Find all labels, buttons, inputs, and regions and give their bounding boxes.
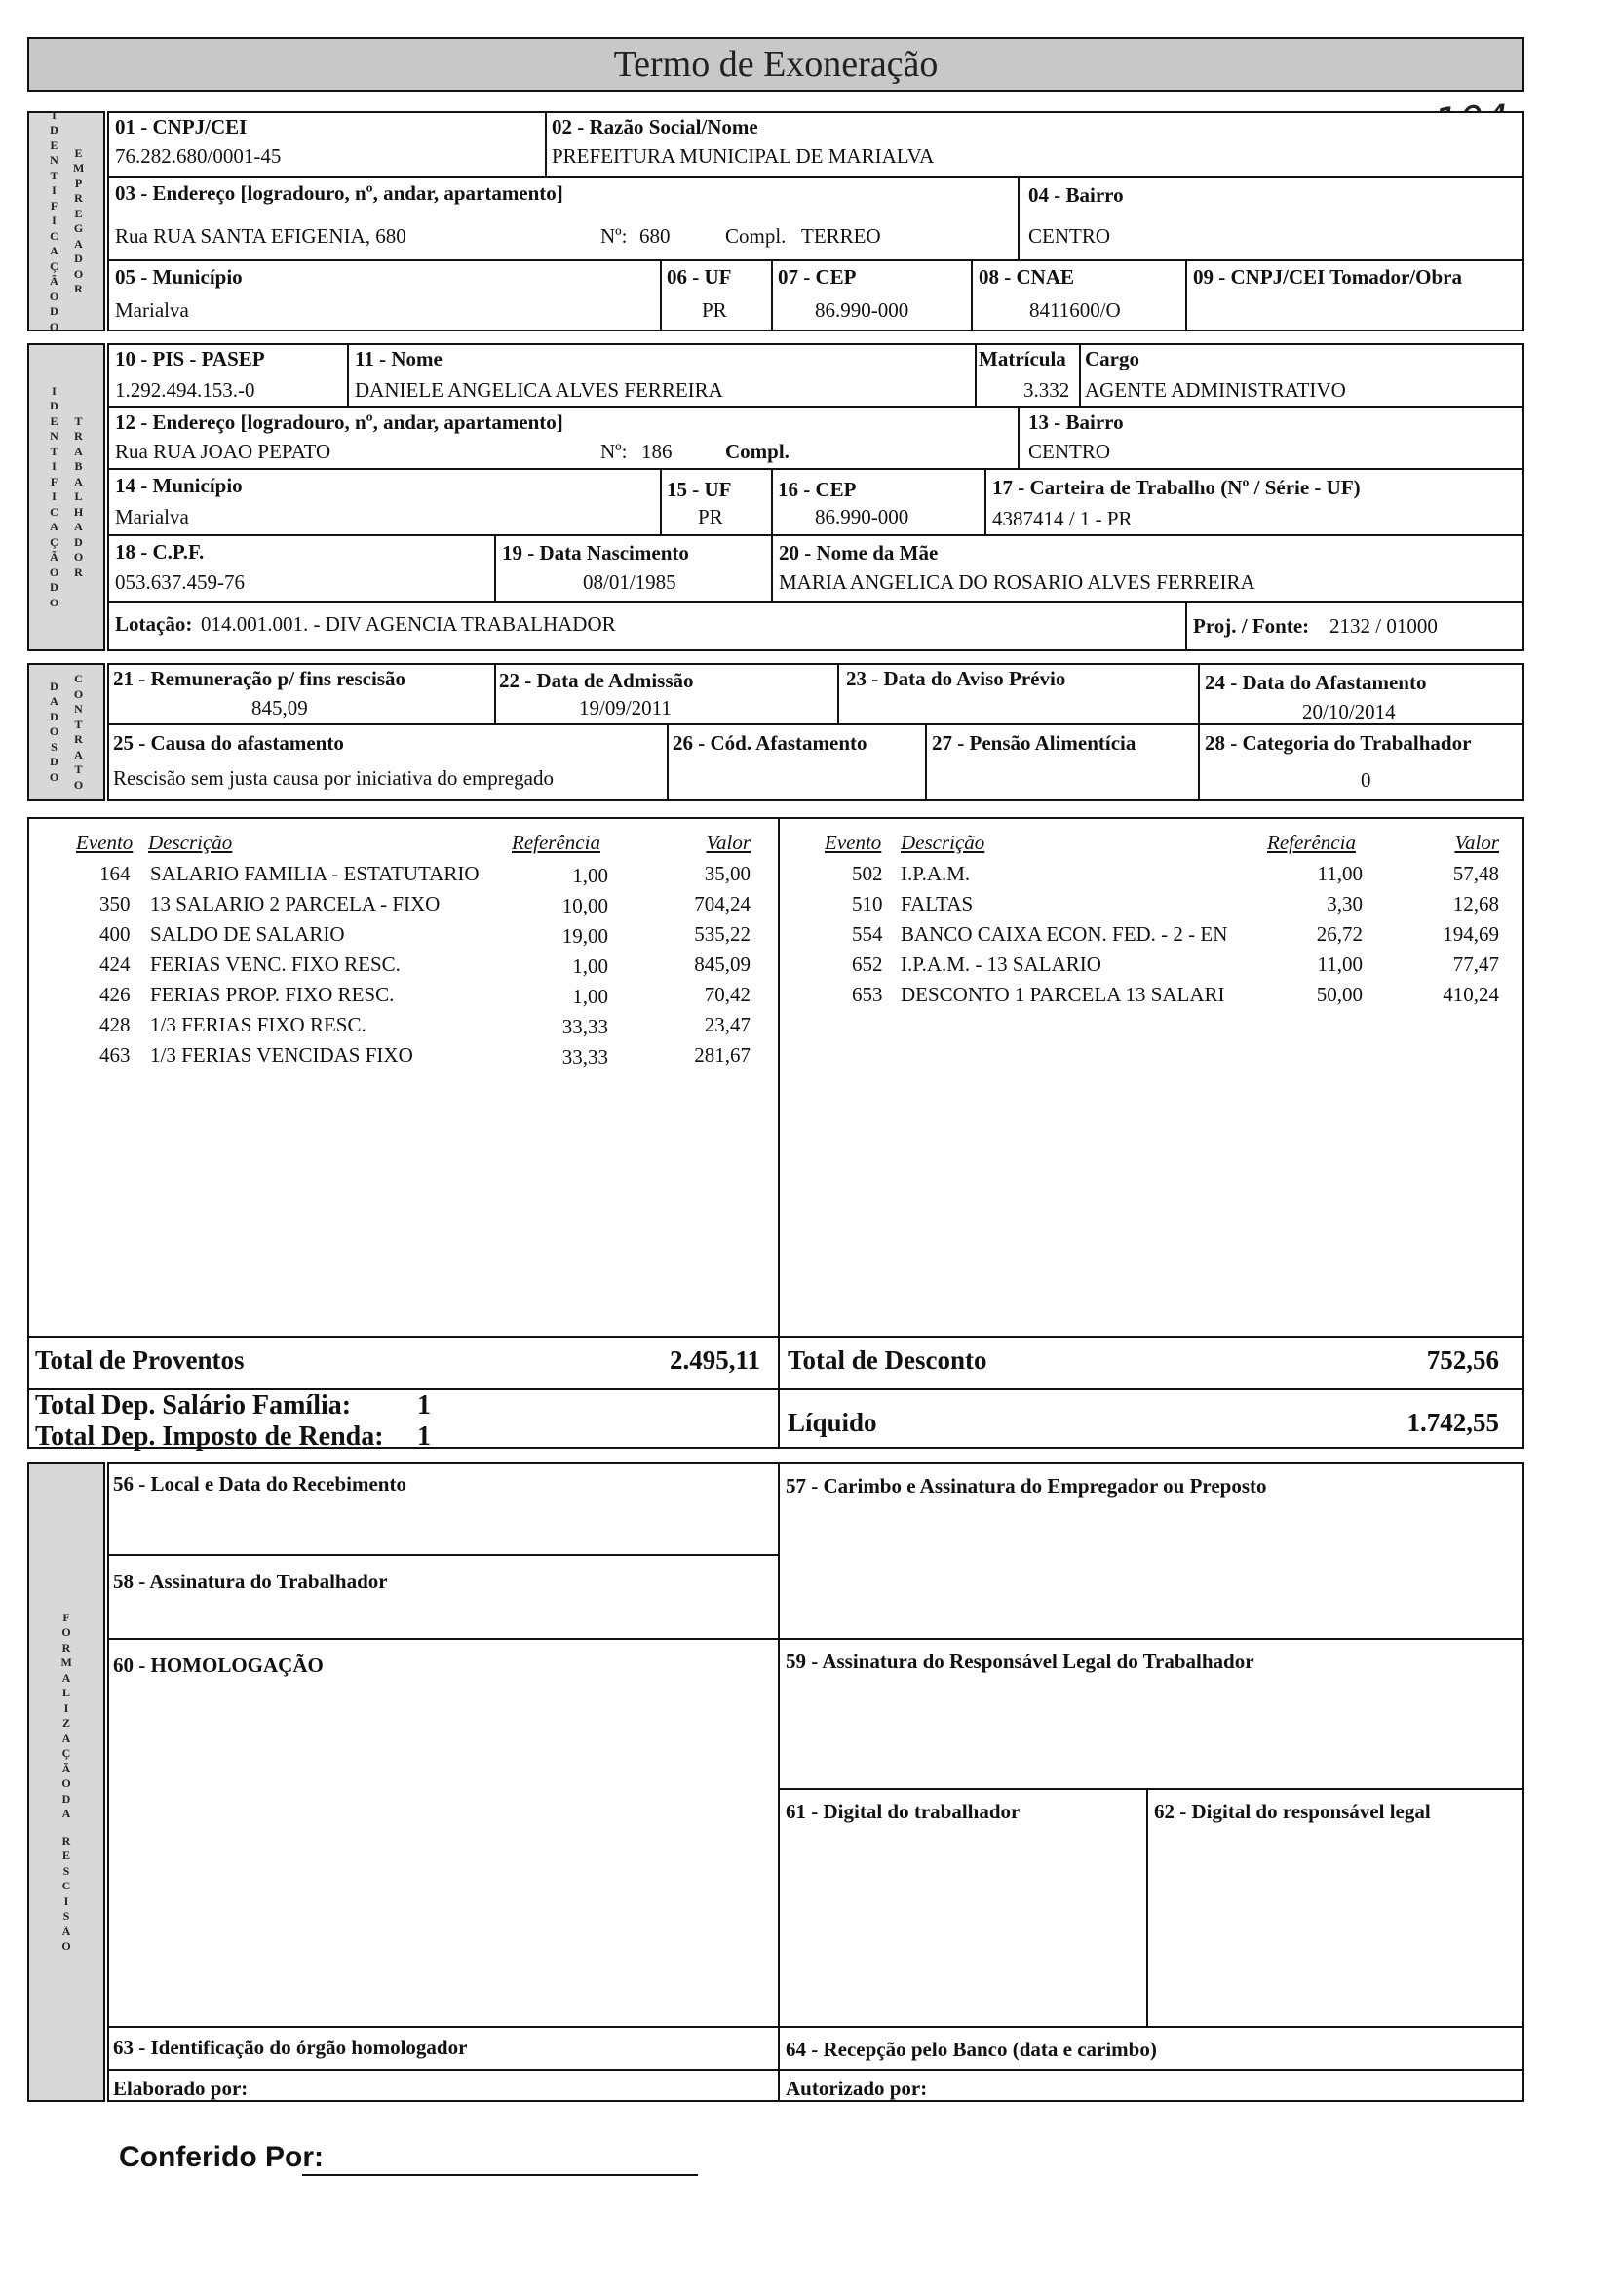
- f20-label: 20 - Nome da Mãe: [779, 541, 939, 564]
- f23-label: 23 - Data do Aviso Prévio: [846, 667, 1066, 690]
- provento-row-5-descricao: FERIAS PROP. FIXO RESC.: [150, 983, 395, 1006]
- f04-label: 04 - Bairro: [1028, 183, 1124, 207]
- desconto-row-2-referencia: 3,30: [1327, 892, 1363, 915]
- provento-row-2-valor: 704,24: [694, 892, 751, 915]
- liquido-label: Líquido: [788, 1408, 877, 1437]
- header-referencia-right: Referência: [1267, 831, 1356, 854]
- f02-label: 02 - Razão Social/Nome: [552, 115, 758, 138]
- total-desconto-label: Total de Desconto: [788, 1345, 987, 1375]
- f25-label: 25 - Causa do afastamento: [113, 731, 344, 755]
- f24-label: 24 - Data do Afastamento: [1205, 671, 1427, 694]
- provento-row-4-evento: 424: [99, 953, 131, 976]
- employer-side-label: IDENTIFICAÇÃO DO EMPREGADOR: [27, 111, 105, 331]
- f08-value: 8411600/O: [1029, 298, 1121, 322]
- f21-value: 845,09: [251, 696, 308, 720]
- desconto-row-5-descricao: DESCONTO 1 PARCELA 13 SALARI: [901, 983, 1225, 1006]
- f16-label: 16 - CEP: [778, 478, 857, 501]
- f03-label: 03 - Endereço [logradouro, nº, andar, apartamento]: [115, 181, 563, 205]
- worker-side-label: IDENTIFICAÇÃO DO TRABALHADOR: [27, 343, 105, 651]
- f14-label: 14 - Município: [115, 474, 243, 497]
- provento-row-3-valor: 535,22: [694, 922, 751, 946]
- f28-label: 28 - Categoria do Trabalhador: [1205, 731, 1472, 755]
- desconto-row-1-descricao: I.P.A.M.: [901, 862, 971, 885]
- f12-value: Rua RUA JOAO PEPATO: [115, 440, 331, 463]
- provento-row-7-referencia: 33,33: [561, 1045, 608, 1069]
- f63-label: 63 - Identificação do órgão homologador: [113, 2036, 468, 2059]
- f26-label: 26 - Cód. Afastamento: [673, 731, 867, 755]
- header-referencia-left: Referência: [512, 831, 600, 854]
- f15-value: PR: [698, 505, 723, 528]
- provento-row-3-referencia: 19,00: [561, 924, 608, 948]
- f18-value: 053.637.459-76: [115, 570, 245, 594]
- lotacao-value: 014.001.001. - DIV AGENCIA TRABALHADOR: [201, 612, 616, 636]
- desconto-row-5-referencia: 50,00: [1316, 983, 1363, 1006]
- f17-value: 4387414 / 1 - PR: [992, 507, 1133, 530]
- autorizado-label: Autorizado por:: [786, 2077, 928, 2100]
- provento-row-6-evento: 428: [99, 1013, 131, 1036]
- provento-row-1-referencia: 1,00: [572, 864, 608, 887]
- f02-value: PREFEITURA MUNICIPAL DE MARIALVA: [552, 144, 935, 168]
- header-descricao-left: Descrição: [148, 831, 233, 854]
- total-dep-salario-label: Total Dep. Salário Família:: [35, 1390, 352, 1420]
- matricula-label: Matrícula: [979, 347, 1066, 370]
- f10-label: 10 - PIS - PASEP: [115, 347, 265, 370]
- provento-row-1-valor: 35,00: [704, 862, 751, 885]
- provento-row-7-descricao: 1/3 FERIAS VENCIDAS FIXO: [150, 1043, 413, 1067]
- total-proventos-value: 2.495,11: [669, 1345, 760, 1375]
- f03-value: Rua RUA SANTA EFIGENIA, 680: [115, 224, 406, 248]
- f56-label: 56 - Local e Data do Recebimento: [113, 1472, 406, 1496]
- provento-row-5-valor: 70,42: [704, 983, 751, 1006]
- proj-label: Proj. / Fonte:: [1193, 614, 1310, 638]
- f12-num-label: Nº:: [600, 440, 628, 463]
- f01-label: 01 - CNPJ/CEI: [115, 115, 248, 138]
- f25-value: Rescisão sem justa causa por iniciativa do empregado: [113, 766, 554, 790]
- total-dep-salario-value: 1: [417, 1390, 431, 1420]
- f13-label: 13 - Bairro: [1028, 410, 1124, 434]
- cargo-label: Cargo: [1085, 347, 1139, 370]
- conferido-signature-line: [302, 2174, 698, 2176]
- f27-label: 27 - Pensão Alimentícia: [932, 731, 1136, 755]
- page-title: Termo de Exoneração: [613, 44, 939, 85]
- cargo-value: AGENTE ADMINISTRATIVO: [1085, 378, 1346, 402]
- header-valor-right: Valor: [1454, 831, 1499, 854]
- provento-row-2-referencia: 10,00: [561, 894, 608, 917]
- provento-row-3-descricao: SALDO DE SALARIO: [150, 922, 345, 946]
- provento-row-7-valor: 281,67: [694, 1043, 751, 1067]
- f12-num: 186: [641, 440, 673, 463]
- f21-label: 21 - Remuneração p/ fins rescisão: [113, 667, 405, 690]
- f19-label: 19 - Data Nascimento: [502, 541, 689, 564]
- f60-label: 60 - HOMOLOGAÇÃO: [113, 1654, 324, 1677]
- provento-row-2-descricao: 13 SALARIO 2 PARCELA - FIXO: [150, 892, 441, 915]
- liquido-value: 1.742,55: [1406, 1408, 1499, 1437]
- f15-label: 15 - UF: [667, 478, 732, 501]
- f12-label: 12 - Endereço [logradouro, nº, andar, apartamento]: [115, 410, 563, 434]
- f09-label: 09 - CNPJ/CEI Tomador/Obra: [1193, 265, 1462, 289]
- provento-row-4-referencia: 1,00: [572, 954, 608, 978]
- desconto-row-5-evento: 653: [852, 983, 883, 1006]
- f22-value: 19/09/2011: [579, 696, 672, 720]
- provento-row-5-evento: 426: [99, 983, 131, 1006]
- desconto-row-1-evento: 502: [852, 862, 883, 885]
- provento-row-6-valor: 23,47: [704, 1013, 751, 1036]
- header-valor-left: Valor: [706, 831, 751, 854]
- provento-row-4-descricao: FERIAS VENC. FIXO RESC.: [150, 953, 401, 976]
- desconto-row-5-valor: 410,24: [1443, 983, 1499, 1006]
- desconto-row-4-referencia: 11,00: [1317, 953, 1363, 976]
- f11-value: DANIELE ANGELICA ALVES FERREIRA: [355, 378, 723, 402]
- provento-row-7-evento: 463: [99, 1043, 131, 1067]
- desconto-row-3-valor: 194,69: [1443, 922, 1499, 946]
- elaborado-label: Elaborado por:: [113, 2077, 249, 2100]
- desconto-row-4-evento: 652: [852, 953, 883, 976]
- desconto-row-2-valor: 12,68: [1452, 892, 1499, 915]
- f03-num: 680: [639, 224, 671, 248]
- f14-value: Marialva: [115, 505, 189, 528]
- f04-value: CENTRO: [1028, 224, 1110, 248]
- f05-label: 05 - Município: [115, 265, 243, 289]
- desconto-row-1-referencia: 11,00: [1317, 862, 1363, 885]
- f20-value: MARIA ANGELICA DO ROSARIO ALVES FERREIRA: [779, 570, 1255, 594]
- f03-num-label: Nº:: [600, 224, 628, 248]
- f61-label: 61 - Digital do trabalhador: [786, 1800, 1021, 1823]
- f11-label: 11 - Nome: [355, 347, 443, 370]
- f13-value: CENTRO: [1028, 440, 1110, 463]
- f01-value: 76.282.680/0001-45: [115, 144, 282, 168]
- desconto-row-1-valor: 57,48: [1452, 862, 1499, 885]
- desconto-row-4-valor: 77,47: [1452, 953, 1499, 976]
- f62-label: 62 - Digital do responsável legal: [1154, 1800, 1431, 1823]
- provento-row-1-evento: 164: [99, 862, 131, 885]
- f07-label: 07 - CEP: [778, 265, 857, 289]
- provento-row-5-referencia: 1,00: [572, 985, 608, 1008]
- desconto-row-2-evento: 510: [852, 892, 883, 915]
- f05-value: Marialva: [115, 298, 189, 322]
- f24-value: 20/10/2014: [1302, 700, 1396, 723]
- desconto-row-4-descricao: I.P.A.M. - 13 SALARIO: [901, 953, 1101, 976]
- f06-label: 06 - UF: [667, 265, 732, 289]
- f59-label: 59 - Assinatura do Responsável Legal do Trabalhador: [786, 1650, 1254, 1673]
- f03-compl: TERREO: [801, 224, 881, 248]
- f28-value: 0: [1361, 768, 1371, 792]
- f07-value: 86.990-000: [815, 298, 909, 322]
- f22-label: 22 - Data de Admissão: [499, 669, 694, 692]
- f03-compl-label: Compl.: [725, 224, 787, 248]
- desconto-row-2-descricao: FALTAS: [901, 892, 974, 915]
- f58-label: 58 - Assinatura do Trabalhador: [113, 1570, 388, 1593]
- header-evento-right: Evento: [825, 831, 882, 854]
- formalization-side-label: FORMALIZAÇÃO DA RESCISÃO: [27, 1462, 105, 2102]
- f16-value: 86.990-000: [815, 505, 909, 528]
- matricula-value: 3.332: [1023, 378, 1070, 402]
- desconto-row-3-evento: 554: [852, 922, 883, 946]
- f06-value: PR: [702, 298, 727, 322]
- f19-value: 08/01/1985: [583, 570, 676, 594]
- lotacao-label: Lotação:: [115, 612, 193, 636]
- contract-side-label: DADOS DO CONTRATO: [27, 663, 105, 801]
- total-dep-ir-value: 1: [417, 1421, 431, 1452]
- desconto-row-3-referencia: 26,72: [1316, 922, 1363, 946]
- provento-row-4-valor: 845,09: [694, 953, 751, 976]
- f18-label: 18 - C.P.F.: [115, 540, 205, 564]
- f17-label: 17 - Carteira de Trabalho (Nº / Série - UF): [992, 476, 1361, 499]
- total-desconto-value: 752,56: [1426, 1345, 1499, 1375]
- conferido-label: Conferido Por:: [119, 2141, 324, 2173]
- provento-row-6-descricao: 1/3 FERIAS FIXO RESC.: [150, 1013, 366, 1036]
- formalization-grid: [107, 1462, 1524, 2102]
- provento-row-3-evento: 400: [99, 922, 131, 946]
- desconto-row-3-descricao: BANCO CAIXA ECON. FED. - 2 - EN: [901, 922, 1228, 946]
- f12-compl-label: Compl.: [725, 440, 790, 463]
- total-dep-ir-label: Total Dep. Imposto de Renda:: [35, 1421, 384, 1452]
- header-evento-left: Evento: [76, 831, 134, 854]
- f08-label: 08 - CNAE: [979, 265, 1074, 289]
- provento-row-2-evento: 350: [99, 892, 131, 915]
- f57-label: 57 - Carimbo e Assinatura do Empregador ou Preposto: [786, 1474, 1267, 1498]
- provento-row-1-descricao: SALARIO FAMILIA - ESTATUTARIO: [150, 862, 480, 885]
- proj-value: 2132 / 01000: [1329, 614, 1438, 638]
- header-descricao-right: Descrição: [901, 831, 985, 854]
- provento-row-6-referencia: 33,33: [561, 1015, 608, 1038]
- f10-value: 1.292.494.153.-0: [115, 378, 255, 402]
- total-proventos-label: Total de Proventos: [35, 1345, 245, 1375]
- f64-label: 64 - Recepção pelo Banco (data e carimbo): [786, 2038, 1157, 2061]
